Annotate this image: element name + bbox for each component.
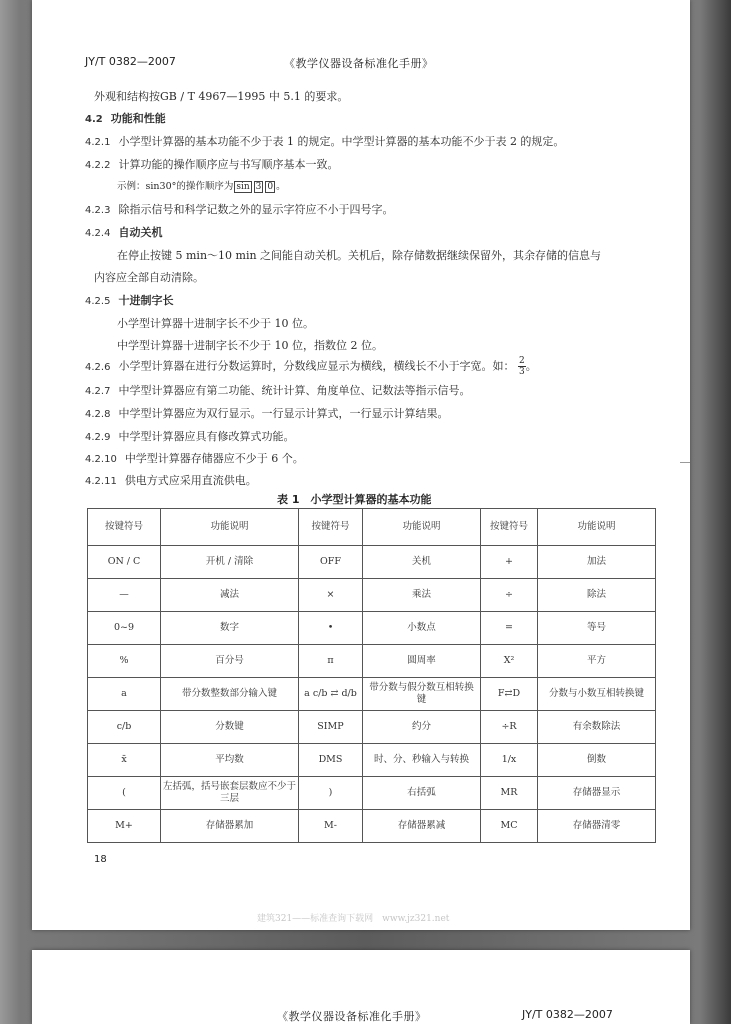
function-description-cell: 乘法 xyxy=(363,579,481,612)
function-description-cell: 关机 xyxy=(363,546,481,579)
key-symbol-cell: 1/x xyxy=(481,744,538,777)
key-symbol-cell: c/b xyxy=(88,711,161,744)
header-standard-number: JY/T 0382—2007 xyxy=(85,55,176,68)
section-number: 4.2 xyxy=(85,114,103,125)
key-symbol-cell: = xyxy=(481,612,538,645)
document-page xyxy=(32,0,690,930)
key-symbol-cell: a c/b ⇄ d/b xyxy=(299,678,363,711)
function-description-cell: 分数键 xyxy=(161,711,299,744)
clause-number: 4.2.9 xyxy=(85,432,111,443)
table-row xyxy=(88,612,656,645)
key-symbol-cell: F⇄D xyxy=(481,678,538,711)
clause-4-2-11 xyxy=(85,472,257,488)
function-description-cell: 开机 / 清除 xyxy=(161,546,299,579)
function-description-cell: 小数点 xyxy=(363,612,481,645)
key-symbol-cell: M+ xyxy=(88,810,161,843)
key-0: 0 xyxy=(267,182,274,192)
key-symbol-cell: 按键符号 xyxy=(88,509,161,546)
section-number: 4.2.5 xyxy=(85,296,111,307)
function-description-cell: 除法 xyxy=(538,579,656,612)
key-sin: sin xyxy=(236,182,250,192)
example-suffix: 。 xyxy=(276,181,286,192)
fraction-example xyxy=(518,356,526,377)
key-symbol-cell: • xyxy=(299,612,363,645)
table-header-row xyxy=(88,509,656,546)
margin-mark xyxy=(680,462,690,463)
function-description-cell: 倒数 xyxy=(538,744,656,777)
key-symbol-cell: MC xyxy=(481,810,538,843)
clause-number: 4.2.8 xyxy=(85,409,111,420)
key-symbol-cell: SIMP xyxy=(299,711,363,744)
section-title: 十进制字长 xyxy=(118,294,174,307)
function-description-cell: 圆周率 xyxy=(363,645,481,678)
example-prefix: 示例：sin30°的操作顺序为 xyxy=(117,181,234,192)
next-page-book-title: 《教学仪器设备标准化手册》 xyxy=(277,1010,427,1023)
clause-number: 4.2.7 xyxy=(85,386,111,397)
word-length-primary: 小学型计算器十进制字长不少于 10 位。 xyxy=(117,317,314,330)
table-row xyxy=(88,810,656,843)
key-symbol-cell: 0~9 xyxy=(88,612,161,645)
word-length-secondary: 中学型计算器十进制字长不少于 10 位，指数位 2 位。 xyxy=(117,339,383,352)
function-description-cell: 功能说明 xyxy=(363,509,481,546)
clause-text: 计算功能的操作顺序应与书写顺序基本一致。 xyxy=(118,158,339,171)
function-description-cell: 等号 xyxy=(538,612,656,645)
clause-text: 中学型计算器存储器应不少于 6 个。 xyxy=(124,452,304,465)
clause-number: 4.2.3 xyxy=(85,205,111,216)
function-description-cell: 平方 xyxy=(538,645,656,678)
function-description-cell: 左括弧，括号嵌套层数应不少于三层 xyxy=(161,777,299,810)
key-symbol-cell: × xyxy=(299,579,363,612)
function-description-cell: 右括弧 xyxy=(363,777,481,810)
key-symbol-cell: — xyxy=(88,579,161,612)
clause-4-2-9 xyxy=(85,428,294,444)
clause-number: 4.2.2 xyxy=(85,160,111,171)
clause-4-2-1 xyxy=(85,133,564,149)
clause-4-2-2 xyxy=(85,156,338,172)
key-symbol-cell: % xyxy=(88,645,161,678)
function-description-cell: 约分 xyxy=(363,711,481,744)
text-appearance-requirement: 外观和结构按GB / T 4967—1995 中 5.1 的要求。 xyxy=(94,90,349,103)
clause-number: 4.2.11 xyxy=(85,476,117,487)
site-watermark: 建筑321——标准查询下载网 www.jz321.net xyxy=(257,914,450,924)
key-symbol-cell: DMS xyxy=(299,744,363,777)
function-description-cell: 带分数整数部分输入键 xyxy=(161,678,299,711)
function-description-cell: 存储器累加 xyxy=(161,810,299,843)
function-description-cell: 有余数除法 xyxy=(538,711,656,744)
key-symbol-cell: MR xyxy=(481,777,538,810)
section-4-2-5-heading xyxy=(85,292,173,308)
key-symbol-cell: ÷R xyxy=(481,711,538,744)
function-description-cell: 减法 xyxy=(161,579,299,612)
clause-text: 小学型计算器在进行分数运算时，分数线应显示为横线，横线长不小于字宽。如： xyxy=(118,359,515,373)
table-row xyxy=(88,546,656,579)
function-description-cell: 功能说明 xyxy=(161,509,299,546)
clause-number: 4.2.1 xyxy=(85,137,111,148)
key-symbol-cell: ) xyxy=(299,777,363,810)
function-description-cell: 加法 xyxy=(538,546,656,579)
clause-text: 除指示信号和科学记数之外的显示字符应不小于四号字。 xyxy=(118,203,394,216)
clause-text: 中学型计算器应为双行显示。一行显示计算式，一行显示计算结果。 xyxy=(118,407,449,420)
clause-text: 中学型计算器应具有修改算式功能。 xyxy=(118,430,295,443)
key-symbol-cell: 按键符号 xyxy=(481,509,538,546)
function-description-cell: 功能说明 xyxy=(538,509,656,546)
function-description-cell: 带分数与假分数互相转换键 xyxy=(363,678,481,711)
header-book-title: 《教学仪器设备标准化手册》 xyxy=(284,57,434,70)
key-3: 3 xyxy=(255,182,262,192)
fraction-denominator: 3 xyxy=(518,367,525,377)
clause-4-2-3 xyxy=(85,201,393,217)
key-symbol-cell: a xyxy=(88,678,161,711)
basic-functions-table xyxy=(87,508,656,843)
key-symbol-cell: ( xyxy=(88,777,161,810)
function-description-cell: 存储器清零 xyxy=(538,810,656,843)
key-symbol-cell: + xyxy=(481,546,538,579)
key-symbol-cell: M- xyxy=(299,810,363,843)
function-description-cell: 平均数 xyxy=(161,744,299,777)
page-number: 18 xyxy=(94,854,107,865)
function-description-cell: 存储器显示 xyxy=(538,777,656,810)
table-row xyxy=(88,645,656,678)
fraction-numerator: 2 xyxy=(518,356,525,366)
auto-off-paragraph-line1: 在停止按键 5 min～10 min 之间能自动关机。关机后，除存储数据继续保留外，其余存储的信息与 xyxy=(117,249,602,262)
section-title: 自动关机 xyxy=(118,226,163,239)
function-description-cell: 时、分、秒输入与转换 xyxy=(363,744,481,777)
table-row xyxy=(88,777,656,810)
function-description-cell: 数字 xyxy=(161,612,299,645)
clause-text: 中学型计算器应有第二功能、统计计算、角度单位、记数法等指示信号。 xyxy=(118,384,471,397)
clause-text: 供电方式应采用直流供电。 xyxy=(124,474,257,487)
function-description-cell: 存储器累减 xyxy=(363,810,481,843)
section-title: 功能和性能 xyxy=(110,112,166,125)
section-4-2-heading xyxy=(85,110,166,126)
section-number: 4.2.4 xyxy=(85,228,111,239)
key-symbol-cell: ÷ xyxy=(481,579,538,612)
next-page-standard-number: JY/T 0382—2007 xyxy=(522,1008,613,1021)
table-row xyxy=(88,744,656,777)
clause-4-2-7 xyxy=(85,382,470,398)
key-symbol-cell: X² xyxy=(481,645,538,678)
clause-number: 4.2.10 xyxy=(85,454,117,465)
section-4-2-4-heading xyxy=(85,224,162,240)
clause-end: 。 xyxy=(525,359,537,373)
key-symbol-cell: x̄ xyxy=(88,744,161,777)
clause-text: 小学型计算器的基本功能不少于表 1 的规定。中学型计算器的基本功能不少于表 2 的规定。 xyxy=(118,135,565,148)
auto-off-paragraph-line2: 内容应全部自动清除。 xyxy=(94,271,204,284)
key-symbol-cell: ON / C xyxy=(88,546,161,579)
clause-4-2-10 xyxy=(85,450,304,466)
table-row xyxy=(88,579,656,612)
key-symbol-cell: π xyxy=(299,645,363,678)
table-caption: 表 1 小学型计算器的基本功能 xyxy=(277,493,432,506)
key-symbol-cell: OFF xyxy=(299,546,363,579)
example-operation-sequence xyxy=(117,178,286,192)
clause-number: 4.2.6 xyxy=(85,361,111,373)
table-row xyxy=(88,678,656,711)
table-row xyxy=(88,711,656,744)
function-description-cell: 分数与小数互相转换键 xyxy=(538,678,656,711)
next-document-page xyxy=(32,950,690,1024)
clause-4-2-6 xyxy=(85,356,537,377)
function-description-cell: 百分号 xyxy=(161,645,299,678)
clause-4-2-8 xyxy=(85,405,448,421)
key-symbol-cell: 按键符号 xyxy=(299,509,363,546)
